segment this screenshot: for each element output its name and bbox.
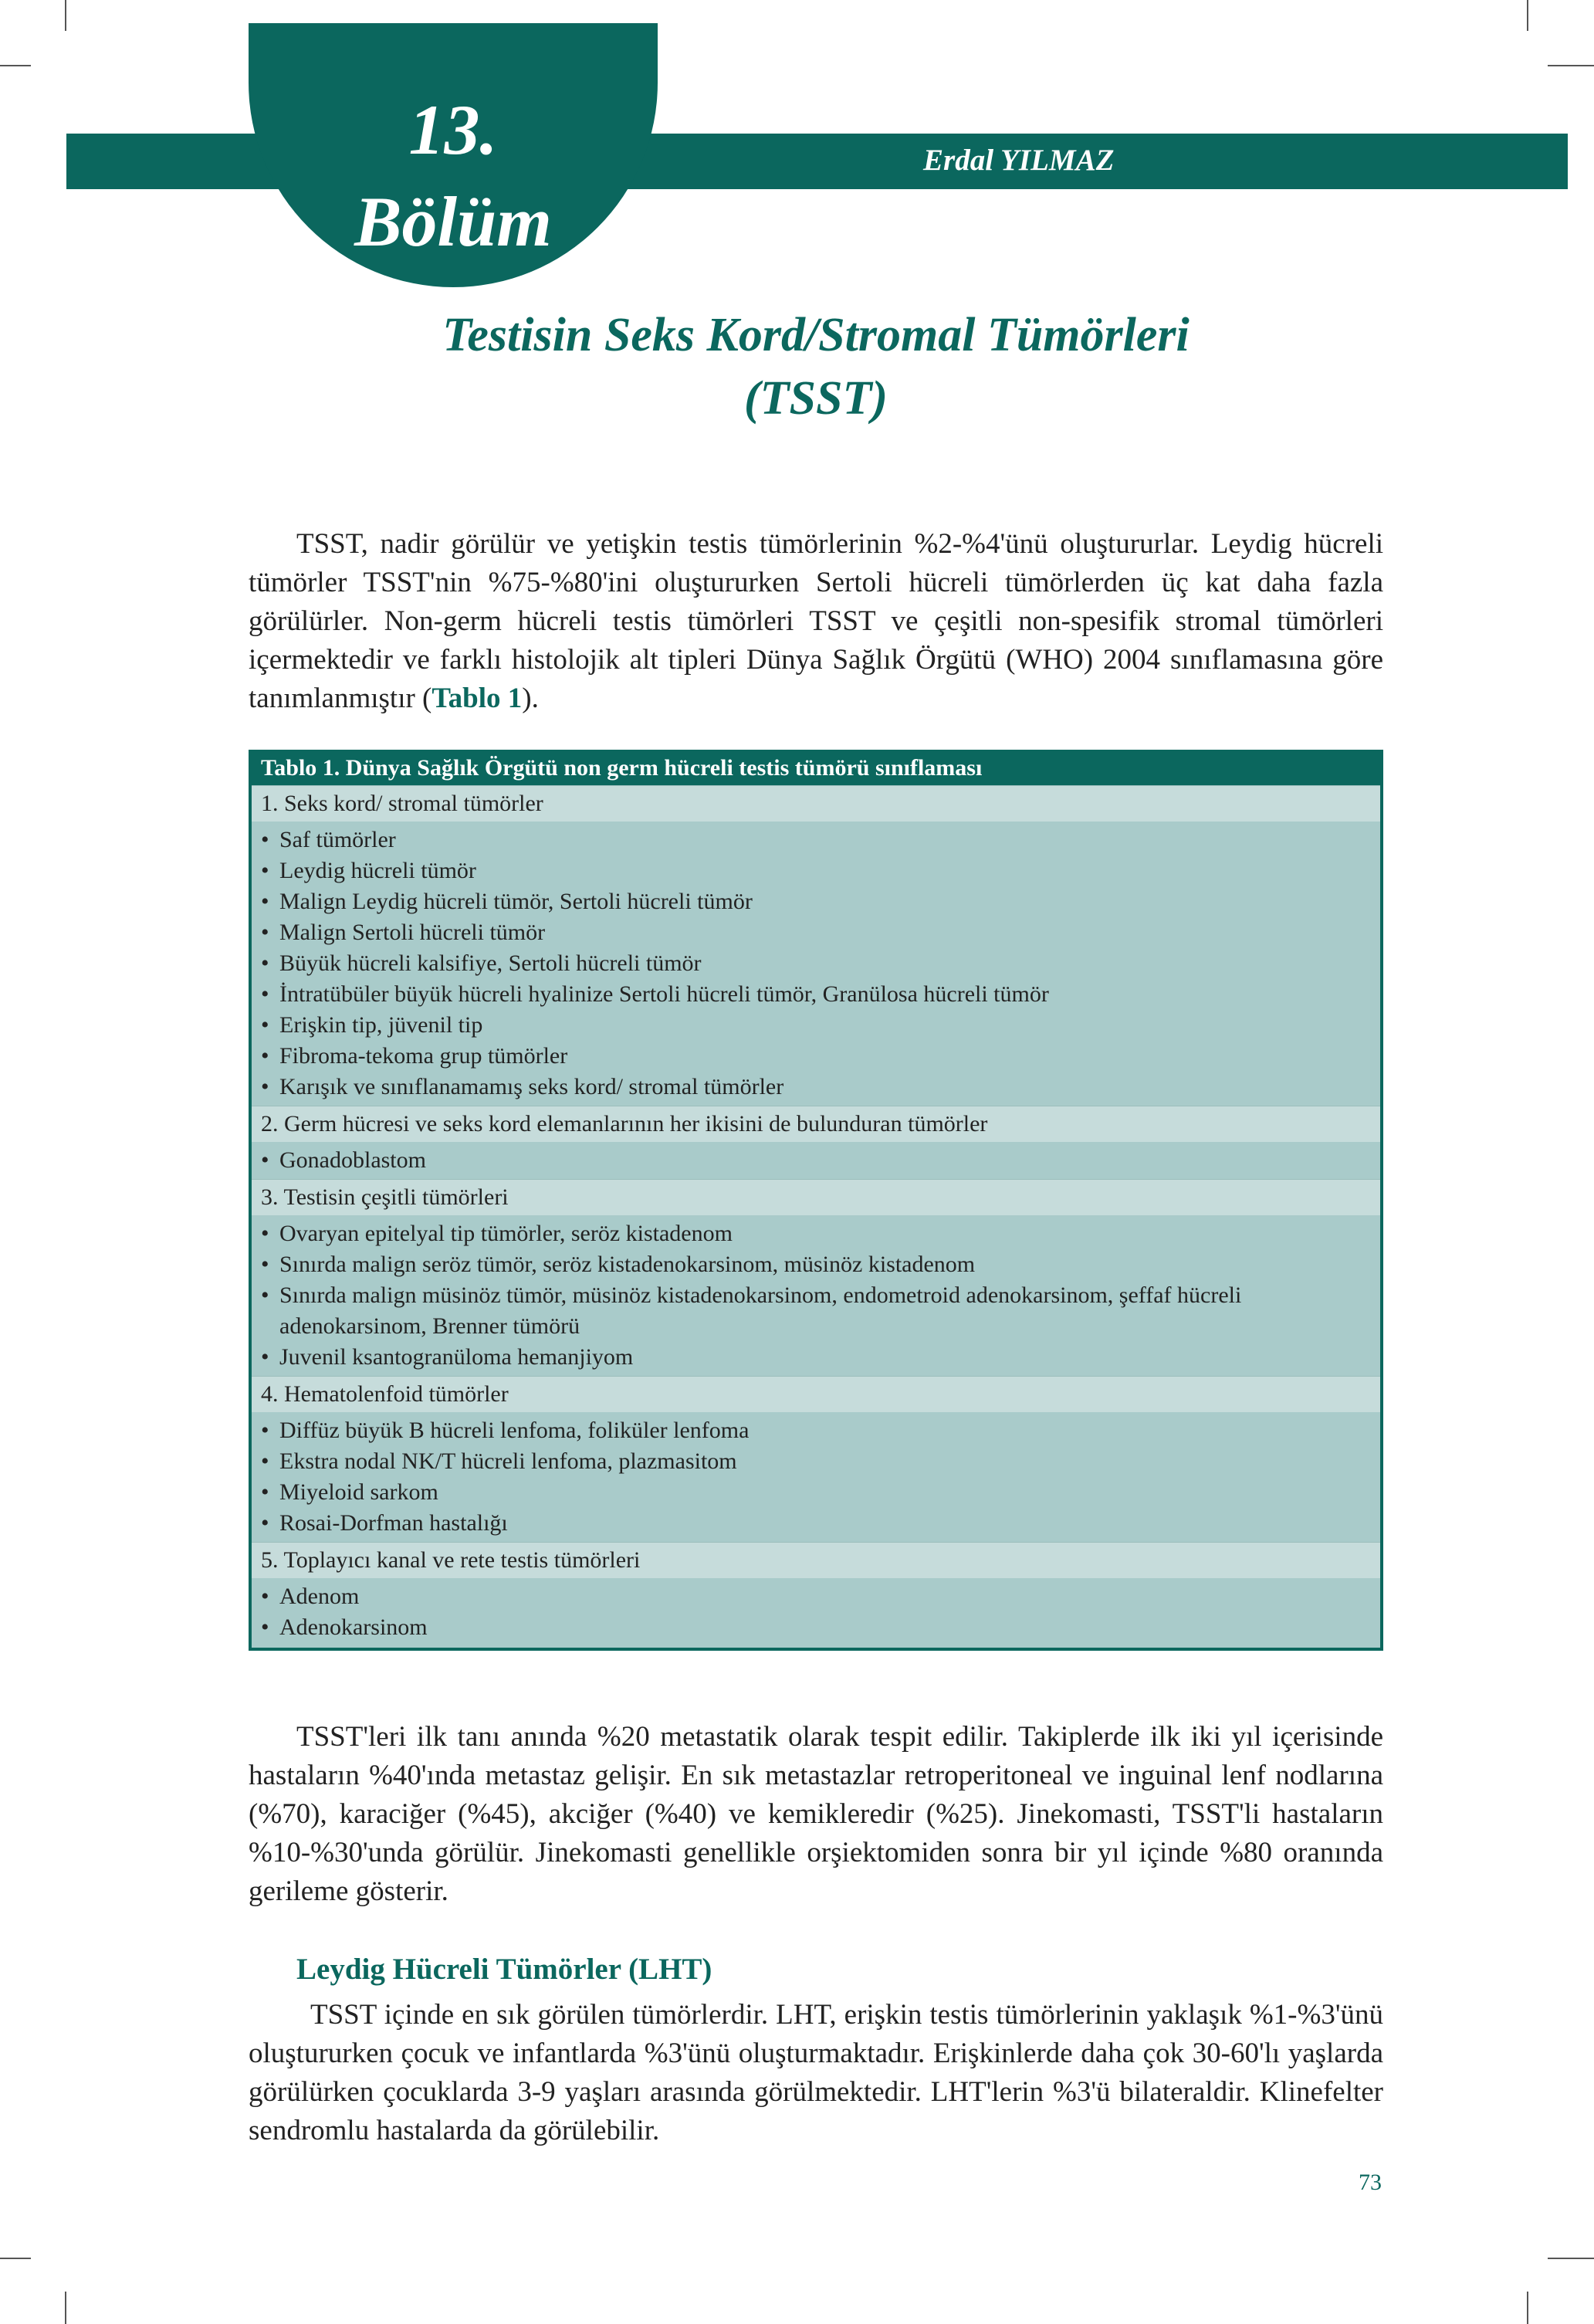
- chapter-title-line-1: Testisin Seks Kord/Stromal Tümörleri: [442, 309, 1190, 361]
- table-group-label: 1. Seks kord/ stromal tümörler: [252, 785, 1380, 822]
- table-group-label: 2. Germ hücresi ve seks kord elemanlarının her ikisini de bulunduran tümörler: [252, 1106, 1380, 1142]
- metastasis-paragraph: TSST'leri ilk tanı anında %20 metastatik olarak tespit edilir. Takiplerde ilk iki yıl içerisinde hastaların %40'ında metastaz gelişir. En sık metastazlar retroperitoneal ve inguinal lenf nodlarına (%70), karaciğer (%45), akciğer (%40) ve kemikleredir (%25). Jinekomasti, TSST'li hastaların %10-%30'unda görülür. Jinekomasti genellikle orşiektomiden sonra bir yıl içinde %80 oranında gerileme gösterir.: [249, 1721, 1383, 1907]
- table-list-item: • Ovaryan epitelyal tip tümörler, seröz kistadenom: [261, 1218, 1380, 1249]
- table-list-item: • Diffüz büyük B hücreli lenfoma, foliküler lenfoma: [261, 1415, 1380, 1446]
- chapter-word: Bölüm: [354, 182, 552, 261]
- table-list-item: • Adenom: [261, 1581, 1380, 1612]
- table-list-item: • Saf tümörler: [261, 825, 1380, 855]
- table-list-item: • İntratübüler büyük hücreli hyalinize Sertoli hücreli tümör, Granülosa hücreli tümör: [261, 979, 1380, 1010]
- crop-mark: [1527, 2292, 1528, 2324]
- section-paragraph: TSST içinde en sık görülen tümörlerdir. LHT, erişkin testis tümörlerinin yaklaşık %1-%3'ünü oluştururken çocuk ve infantlarda %3'ünü oluşturmaktadır. Erişkinlerde daha çok 30-60'lı yaşlarda görülürken çocuklarda 3-9 yaşları arasında görülmektedir. LHT'lerin %3'ü bilateraldir. Klinefelter sendromlu hastalarda da görülebilir.: [249, 1999, 1383, 2146]
- crop-mark: [1527, 0, 1528, 31]
- table-list-item: • Adenokarsinom: [261, 1612, 1380, 1643]
- table-list-item: • Leydig hücreli tümör: [261, 855, 1380, 886]
- table-group-label: 5. Toplayıcı kanal ve rete testis tümörleri: [252, 1542, 1380, 1578]
- table-group-items: [252, 822, 1380, 1106]
- table-list-item: • Ekstra nodal NK/T hücreli lenfoma, plazmasitom: [261, 1446, 1380, 1477]
- table-body: [252, 785, 1380, 1646]
- crop-mark: [1548, 2258, 1594, 2259]
- table-group-items: [252, 1142, 1380, 1179]
- table-list-item: • Sınırda malign müsinöz tümör, müsinöz kistadenokarsinom, endometroid adenokarsinom, şeffaf hücreli adenokarsinom, Brenner tümörü: [261, 1280, 1380, 1342]
- table-list-item: • Malign Leydig hücreli tümör, Sertoli hücreli tümör: [261, 886, 1380, 917]
- table-list-item: • Büyük hücreli kalsifiye, Sertoli hücreli tümör: [261, 948, 1380, 979]
- table-list-item: • Juvenil ksantogranüloma hemanjiyom: [261, 1342, 1380, 1373]
- table-list-item: • Malign Sertoli hücreli tümör: [261, 917, 1380, 948]
- table-reference: Tablo 1: [431, 683, 523, 714]
- crop-mark: [0, 2258, 31, 2259]
- table-list-item: • Karışık ve sınıflanamamış seks kord/ stromal tümörler: [261, 1072, 1380, 1103]
- table-group-items: [252, 1215, 1380, 1376]
- crop-mark: [0, 65, 31, 66]
- table-group-label: 4. Hematolenfoid tümörler: [252, 1376, 1380, 1412]
- chapter-title-line-2: (TSST): [744, 372, 888, 425]
- table-group-label: 3. Testisin çeşitli tümörleri: [252, 1179, 1380, 1215]
- table-group-items: [252, 1578, 1380, 1646]
- classification-table: [249, 750, 1383, 1651]
- table-list-item: • Sınırda malign seröz tümör, seröz kistadenokarsinom, müsinöz kistadenom: [261, 1249, 1380, 1280]
- intro-paragraph: [249, 525, 1383, 718]
- section-heading: Leydig Hücreli Tümörler (LHT): [296, 1953, 712, 1986]
- author-name: Erdal YILMAZ: [923, 144, 1115, 177]
- chapter-title: [249, 303, 1383, 430]
- chapter-number: 13.: [408, 90, 498, 169]
- intro-text: TSST, nadir görülür ve yetişkin testis tümörlerinin %2-%4'ünü oluştururlar. Leydig hücreli tümörler TSST'nin %75-%80'ini oluştururken Sertoli hücreli tümörlerden üç kat daha fazla görülürler. Non-germ hücreli testis tümörleri TSST ve çeşitli non-spesifik stromal tümörleri içermektedir ve farklı histolojik alt tipleri Dünya Sağlık Örgütü (WHO) 2004 sınıflamasına göre tanımlanmıştır (: [249, 528, 1383, 714]
- crop-mark: [65, 0, 66, 31]
- table-list-item: • Fibroma-tekoma grup tümörler: [261, 1041, 1380, 1072]
- crop-mark: [65, 2292, 66, 2324]
- table-list-item: • Rosai-Dorfman hastalığı: [261, 1508, 1380, 1539]
- table-list-item: • Erişkin tip, jüvenil tip: [261, 1010, 1380, 1041]
- table-group-items: [252, 1412, 1380, 1542]
- table-caption: Tablo 1. Dünya Sağlık Örgütü non germ hücreli testis tümörü sınıflaması: [252, 753, 1380, 785]
- table-list-item: • Miyeloid sarkom: [261, 1477, 1380, 1508]
- crop-mark: [1548, 65, 1594, 66]
- page-number: 73: [1359, 2170, 1382, 2195]
- intro-tail: ).: [522, 683, 539, 714]
- table-list-item: • Gonadoblastom: [261, 1145, 1380, 1176]
